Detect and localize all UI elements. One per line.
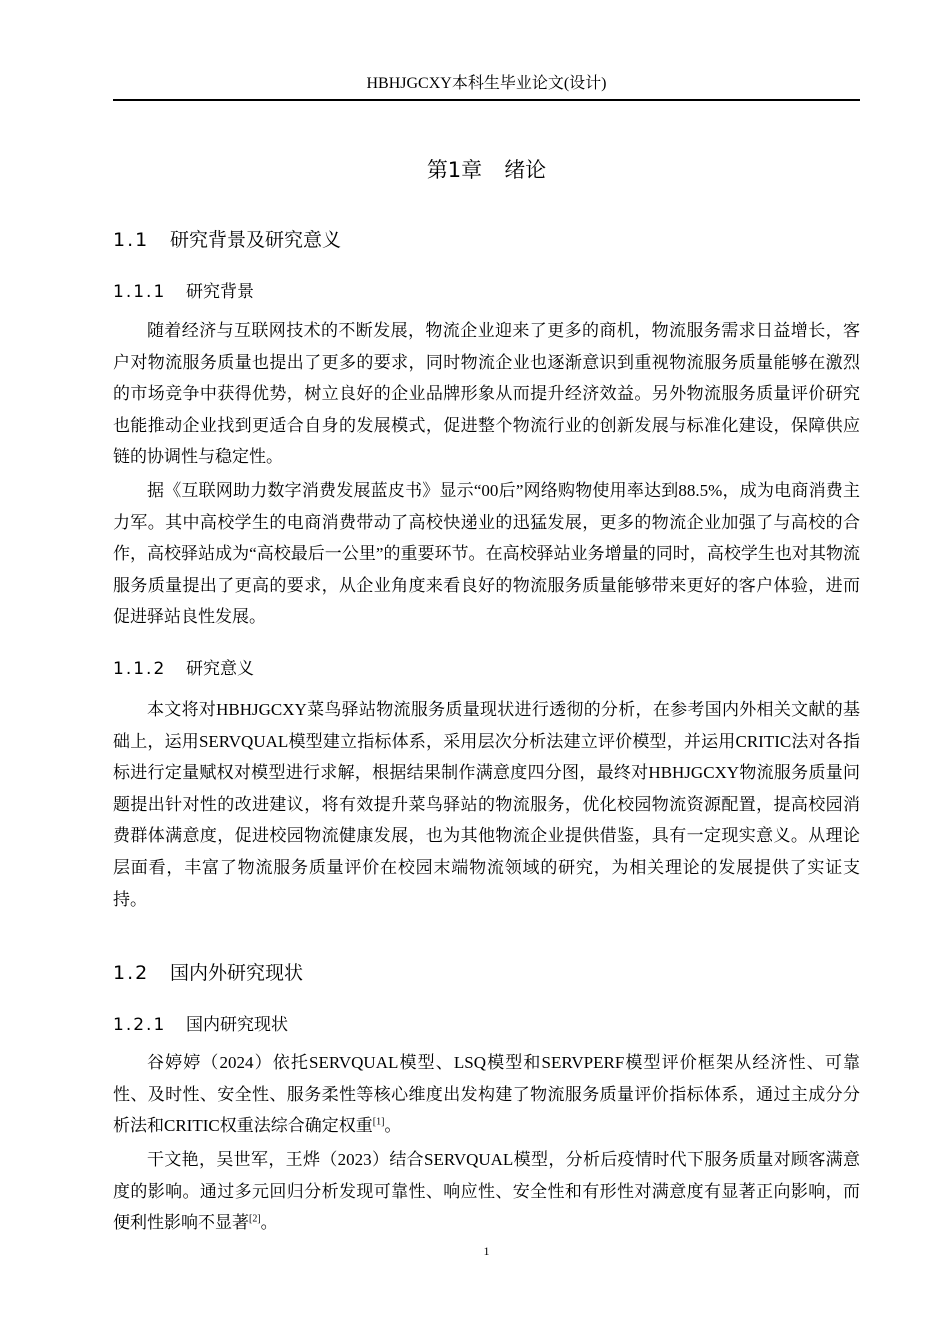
section-title: 研究背景及研究意义 (170, 229, 342, 251)
section-title: 国内外研究现状 (170, 962, 304, 984)
section-heading-1-2-1 (113, 1013, 288, 1037)
section-heading-1-1-1 (113, 280, 254, 304)
paragraph-background-1: 随着经济与互联网技术的不断发展，物流企业迎来了更多的商机，物流服务需求日益增长，客户对物流服务质量也提出了更多的要求，同时物流企业也逐渐意识到重视物流服务质量能够在激烈的市场竞争中获得优势，树立良好的企业品牌形象从而提升经济效益。另外物流服务质量评价研究也能推动企业找到更适合自身的发展模式，促进整个物流行业的创新发展与标准化建设，保障供应链的协调性与稳定性。 (113, 321, 860, 467)
running-header: HBHJGCXY本科生毕业论文(设计) (366, 75, 607, 92)
chapter-number: 第1章 (426, 158, 483, 182)
section-heading-1-2 (113, 960, 303, 986)
section-number: 1.2.1 (113, 1015, 167, 1035)
section-number: 1.2 (113, 962, 150, 984)
section-title: 研究背景 (186, 282, 254, 302)
paragraph-significance: 本文将对HBHJGCXY菜鸟驿站物流服务质量现状进行透彻的分析，在参考国内外相关文献的基础上，运用SERVQUAL模型建立指标体系，采用层次分析法建立评价模型，并运用CRITIC法对各指标进行定量赋权对模型进行求解，根据结果制作满意度四分图，最终对HBHJGCXY物流服务质量问题提出针对性的改进建议，将有效提升菜鸟驿站的物流服务，优化校园物流资源配置，提高校园消费群体满意度，促进校园物流健康发展，也为其他物流企业提供借鉴，具有一定现实意义。从理论层面看，丰富了物流服务质量评价在校园末端物流领域的研究，为相关理论的发展提供了实证支持。 (113, 700, 860, 909)
paragraph-domestic-1 (113, 1047, 860, 1142)
paragraph-text: 干文艳，吴世军，王烨（2023）结合SERVQUAL模型，分析后疫情时代下服务质量对顾客满意度的影响。通过多元回归分析发现可靠性、响应性、安全性和有形性对满意度有显著正向影响，而便利性影响不显著 (113, 1150, 860, 1233)
section-title: 国内研究现状 (186, 1015, 288, 1035)
section-title: 研究意义 (186, 659, 254, 679)
paragraph-domestic-2 (113, 1144, 860, 1239)
section-heading-1-1 (113, 227, 341, 253)
section-heading-1-1-2 (113, 657, 254, 681)
paragraph-background-2: 据《互联网助力数字消费发展蓝皮书》显示“00后”网络购物使用率达到88.5%，成为电商消费主力军。其中高校学生的电商消费带动了高校快递业的迅猛发展，更多的物流企业加强了与高校的合作，高校驿站成为“高校最后一公里”的重要环节。在高校驿站业务增量的同时，高校学生也对其物流服务质量提出了更高的要求，从企业角度来看良好的物流服务质量能够带来更好的客户体验，进而促进驿站良性发展。 (113, 481, 860, 627)
chapter-title-text: 绪论 (504, 158, 547, 182)
paragraph-end: 。 (260, 1213, 278, 1233)
citation-ref: [2] (249, 1213, 261, 1225)
citation-ref: [1] (372, 1116, 385, 1128)
section-number: 1.1.2 (113, 659, 167, 679)
page-number: 1 (483, 1244, 490, 1258)
section-number: 1.1 (113, 229, 150, 251)
chapter-title (113, 156, 860, 184)
header-rule (113, 99, 860, 101)
section-number: 1.1.1 (113, 282, 167, 302)
paragraph-text: 谷婷婷（2024）依托SERVQUAL模型、LSQ模型和SERVPERF模型评价框架从经济性、可靠性、及时性、安全性、服务柔性等核心维度出发构建了物流服务质量评价指标体系，通过主成分分析法和CRITIC权重法综合确定权重 (113, 1053, 860, 1136)
paragraph-end: 。 (384, 1116, 402, 1136)
